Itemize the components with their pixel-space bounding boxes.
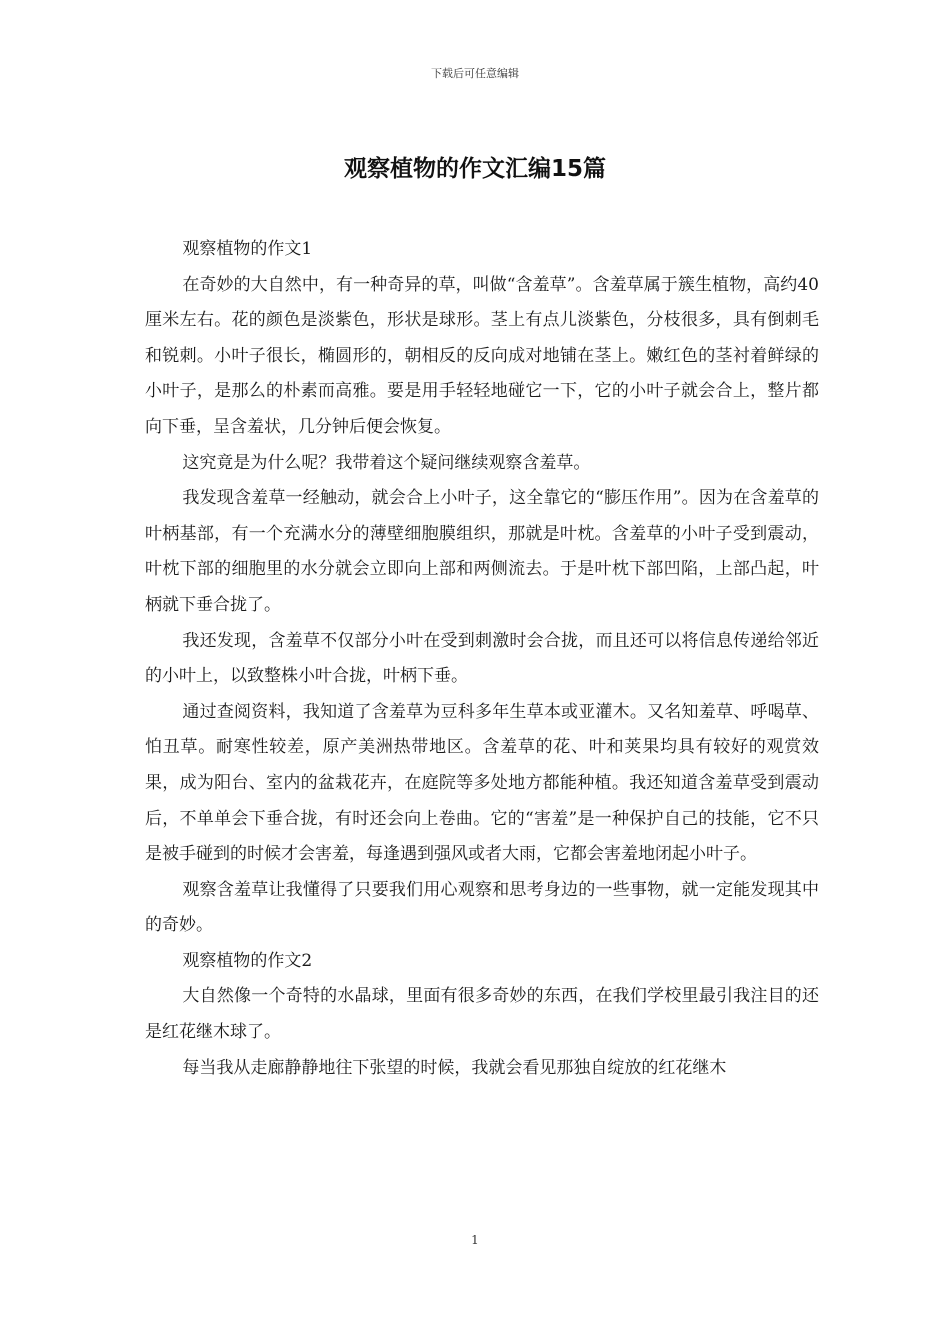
- page-number: 1: [471, 1233, 479, 1247]
- header-note: 下载后可任意编辑: [431, 67, 519, 80]
- paragraph: 大自然像一个奇特的水晶球，里面有很多奇妙的东西，在我们学校里最引我注目的还是红花继木球了。: [145, 986, 819, 1043]
- essay-heading-2: 观察植物的作文2: [182, 950, 313, 971]
- paragraph: 通过查阅资料，我知道了含羞草为豆科多年生草本或亚灌木。又名知羞草、呼喝草、怕丑草。耐寒性较差，原产美洲热带地区。含羞草的花、叶和荚果均具有较好的观赏效果，成为阳台、室内的盆栽花卉，在庭院等多处地方都能种植。我还知道含羞草受到震动后，不单单会下垂合拢，有时还会向上卷曲。它的“害羞”是一种保护自己的技能，它不只是被手碰到的时候才会害羞，每逢遇到强风或者大雨，它都会害羞地闭起小叶子。: [145, 701, 819, 865]
- document-title: 观察植物的作文汇编15篇: [343, 156, 606, 182]
- paragraph: 我还发现，含羞草不仅部分小叶在受到刺激时会合拢，而且还可以将信息传递给邻近的小叶上，以致整株小叶合拢，叶柄下垂。: [145, 630, 819, 687]
- paragraph: 在奇妙的大自然中，有一种奇异的草，叫做“含羞草”。含羞草属于簇生植物，高约40厘米左右。花的颜色是淡紫色，形状是球形。茎上有点儿淡紫色，分枝很多，具有倒刺毛和锐刺。小叶子很长，椭圆形的，朝相反的反向成对地铺在茎上。嫩红色的茎衬着鲜绿的小叶子，是那么的朴素而高雅。要是用手轻轻地碰它一下，它的小叶子就会合上，整片都向下垂，呈含羞状，几分钟后便会恢复。: [145, 274, 819, 437]
- paragraph: 这究竟是为什么呢？我带着这个疑问继续观察含羞草。: [182, 452, 591, 473]
- paragraph: 我发现含羞草一经触动，就会合上小叶子，这全靠它的“膨压作用”。因为在含羞草的叶柄基部，有一个充满水分的薄壁细胞膜组织，那就是叶枕。含羞草的小叶子受到震动，叶枕下部的细胞里的水分就会立即向上部和两侧流去。于是叶枕下部凹陷，上部凸起，叶柄就下垂合拢了。: [145, 488, 819, 615]
- document-body: [145, 232, 819, 1086]
- paragraph: 观察含羞草让我懂得了只要我们用心观察和思考身边的一些事物，就一定能发现其中的奇妙。: [145, 879, 819, 936]
- essay-heading-1: 观察植物的作文1: [182, 239, 313, 259]
- paragraph: 每当我从走廊静静地往下张望的时候，我就会看见那独自绽放的红花继木: [182, 1057, 727, 1078]
